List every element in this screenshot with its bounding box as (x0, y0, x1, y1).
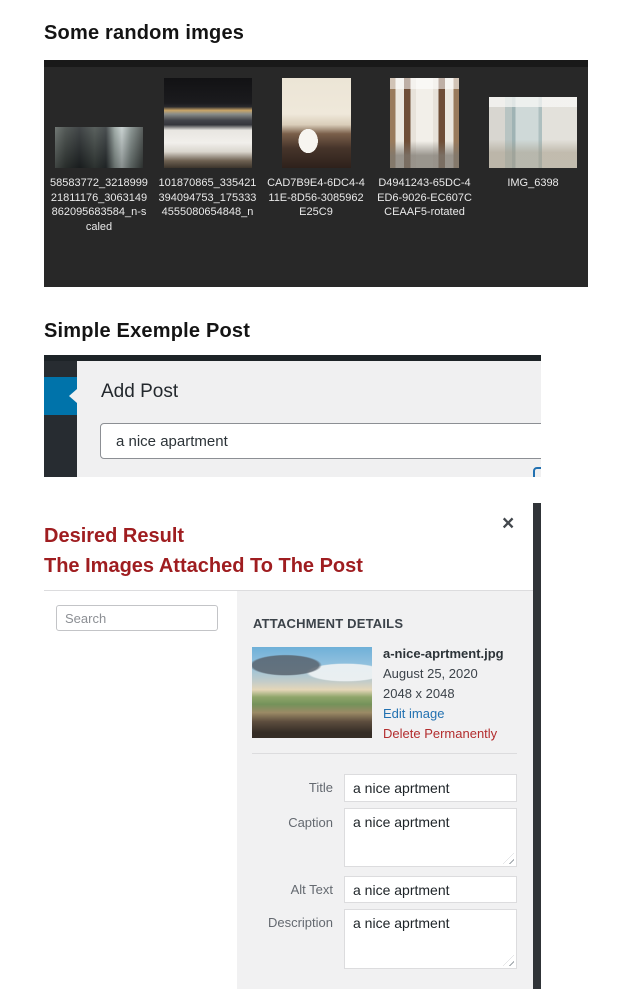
edit-image-link[interactable]: Edit image (383, 706, 445, 721)
resize-handle-icon[interactable] (503, 853, 514, 864)
active-menu-item[interactable] (44, 377, 77, 415)
post-title-input[interactable] (100, 423, 541, 459)
modal-body (44, 590, 533, 989)
section-heading-simple-example-post: Simple Exemple Post (44, 320, 251, 342)
gallery-item (374, 78, 476, 234)
alt-text-field-value: a nice aprtment (353, 882, 450, 898)
gallery-caption: IMG_6398 (507, 177, 559, 189)
gallery-image-box (157, 78, 259, 168)
add-post-screenshot (44, 355, 541, 477)
gallery-image-box (265, 78, 367, 168)
media-modal-screenshot (44, 503, 541, 989)
attachment-date: August 25, 2020 (383, 666, 478, 681)
resize-handle-icon[interactable] (503, 955, 514, 966)
attachment-details-heading: ATTACHMENT DETAILS (253, 616, 404, 631)
admin-sidebar[interactable] (44, 361, 77, 477)
desired-result-heading: Desired Result (44, 525, 185, 547)
title-field-label: Title (308, 780, 333, 795)
images-attached-heading: The Images Attached To The Post (44, 555, 363, 577)
caption-field-label: Caption (288, 815, 333, 830)
gallery-caption: D4941243-65DC-4ED6-9026-EC607CCEAAF5-rotated (377, 177, 472, 218)
attachment-thumbnail[interactable] (252, 647, 372, 738)
gallery-item (265, 78, 367, 234)
gallery-caption: 58583772_321899921811176_3063149862095683584_n-scaled (50, 177, 148, 233)
title-field-value: a nice aprtment (353, 780, 450, 796)
attachment-details-panel (237, 591, 533, 989)
search-input[interactable] (56, 605, 218, 631)
title-field-input[interactable] (344, 774, 517, 802)
caption-field-value: a nice aprtment (353, 814, 450, 830)
image-gallery (44, 60, 588, 287)
vertical-scrollbar[interactable] (533, 503, 541, 989)
close-icon[interactable]: × (502, 512, 515, 535)
attachment-filename: a-nice-aprtment.jpg (383, 646, 504, 661)
section-heading-random-images: Some random imges (44, 22, 245, 44)
delete-permanently-link[interactable]: Delete Permanently (383, 726, 498, 741)
description-field-label: Description (267, 915, 333, 930)
gallery-caption: 101870865_335421394094753_1753334555080654848_n (158, 177, 257, 218)
gallery-photo-bathroom[interactable] (282, 78, 351, 168)
gallery-image-box (482, 78, 584, 168)
alt-text-field-input[interactable] (344, 876, 517, 903)
gallery-photo-hallway[interactable] (390, 78, 459, 168)
gallery-photo-dark-room[interactable] (55, 127, 143, 168)
attachment-info (383, 644, 504, 744)
gallery-row (44, 67, 588, 234)
admin-topbar (44, 355, 541, 361)
gallery-item (482, 78, 584, 234)
caption-field-textarea[interactable] (344, 808, 517, 867)
description-field-textarea[interactable] (344, 909, 517, 969)
divider (252, 753, 517, 754)
gallery-item (48, 78, 150, 234)
description-field-value: a nice aprtment (353, 915, 450, 931)
gallery-photo-kitchen[interactable] (164, 78, 252, 168)
attachment-dimensions: 2048 x 2048 (383, 686, 455, 701)
menu-arrow-notch-icon (69, 389, 77, 403)
add-media-button-partial[interactable] (533, 467, 541, 477)
gallery-item (157, 78, 259, 234)
gallery-image-box (374, 78, 476, 168)
alt-text-field-label: Alt Text (290, 882, 333, 897)
gallery-caption: CAD7B9E4-6DC4-411E-8D56-3085962E25C9 (267, 177, 365, 218)
gallery-photo-empty-room[interactable] (489, 97, 577, 168)
add-post-page-title: Add Post (101, 381, 179, 402)
gallery-image-box (48, 78, 150, 168)
